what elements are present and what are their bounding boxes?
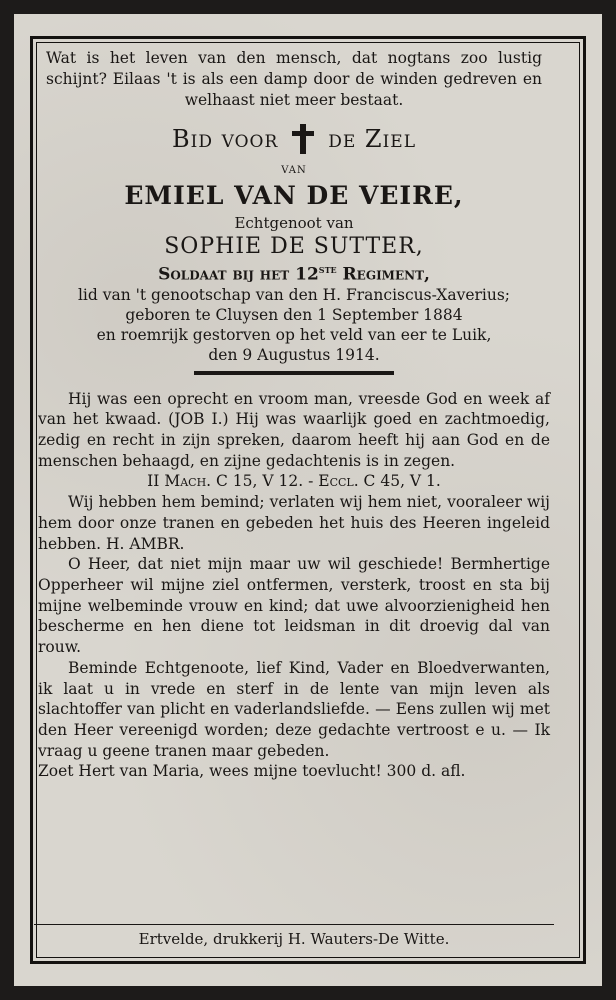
paragraph-3: O Heer, dat niet mijn maar uw wil geschiede! Bermhertige Opperheer wil mijne ziel ontfermen, versterk, troost en sta bij mijne welbeminde vrouw en kind; dat uwe alvoorzienigheid hen bescherme en hen diene tot leidsman in dit droevig dal van rouw. xyxy=(38,555,550,657)
deceased-name: EMIEL VAN DE VEIRE, xyxy=(124,181,464,210)
spouse-label: Echtgenoot van xyxy=(234,214,354,232)
bio-line: en roemrijk gestorven op het veld van eer te Luik, xyxy=(96,325,492,344)
rank-ordinal: ste xyxy=(318,263,337,276)
spouse-name: SOPHIE DE SUTTER, xyxy=(164,234,424,259)
bio-line: den 9 Augustus 1914. xyxy=(208,345,380,364)
prayer-right-text: de Ziel xyxy=(328,125,417,153)
closing-prayer: Zoet Hert van Maria, wees mijne toevlucht! 300 d. afl. xyxy=(38,762,466,781)
paragraph-2: Wij hebben hem bemind; verlaten wij hem niet, vooraleer wij hem door onze tranen en gebeden het huis des Heeren ingeleid hebben. H. AMBR. xyxy=(38,493,550,553)
bio-line: lid van 't genootschap van den H. Franciscus-Xaverius; xyxy=(77,285,511,304)
memorial-text xyxy=(38,389,550,782)
prayer-heading xyxy=(34,123,554,155)
scripture-reference: II Mach. C 15, V 12. - Eccl. C 45, V 1. xyxy=(147,472,441,491)
card-content xyxy=(34,40,554,782)
printer-divider xyxy=(34,924,554,925)
rank-text: Soldaat bij het 12 xyxy=(158,264,319,285)
rank-regiment: Regiment, xyxy=(336,264,430,285)
military-rank xyxy=(34,263,554,285)
prayer-left-text: Bid voor xyxy=(171,125,279,153)
paragraph-1: Hij was een oprecht en vroom man, vreesde God en week af van het kwaad. (JOB I.) Hij was waarlijk goed en zachtmoedig, zedig en recht in zijn spreken, daarom heeft hij aan God en de menschen behaagd, en zijne gedachtenis is in zegen. xyxy=(38,389,550,470)
divider xyxy=(194,371,394,375)
paragraph-4: Beminde Echtgenoote, lief Kind, Vader en Bloedverwanten, ik laat u in vrede en sterf in de lente van mijn leven als slachtoffer van plicht en vaderlandsliefde. — Eens zullen wij met den Heer vereenigd worden; deze gedachte vertroost e u. — Ik vraag u geene tranen maar gebeden. xyxy=(38,658,550,760)
van-label: van xyxy=(281,161,307,177)
opening-verse: Wat is het leven van den mensch, dat nogtans zoo lustig schijnt? Eilaas 't is als een damp door de winden gedreven en welhaast niet meer bestaat. xyxy=(46,49,542,109)
bio-line: geboren te Cluysen den 1 September 1884 xyxy=(125,305,463,324)
printer-imprint: Ertvelde, drukkerij H. Wauters-De Witte. xyxy=(138,930,450,948)
biography xyxy=(34,285,554,365)
cross-icon xyxy=(292,124,314,154)
